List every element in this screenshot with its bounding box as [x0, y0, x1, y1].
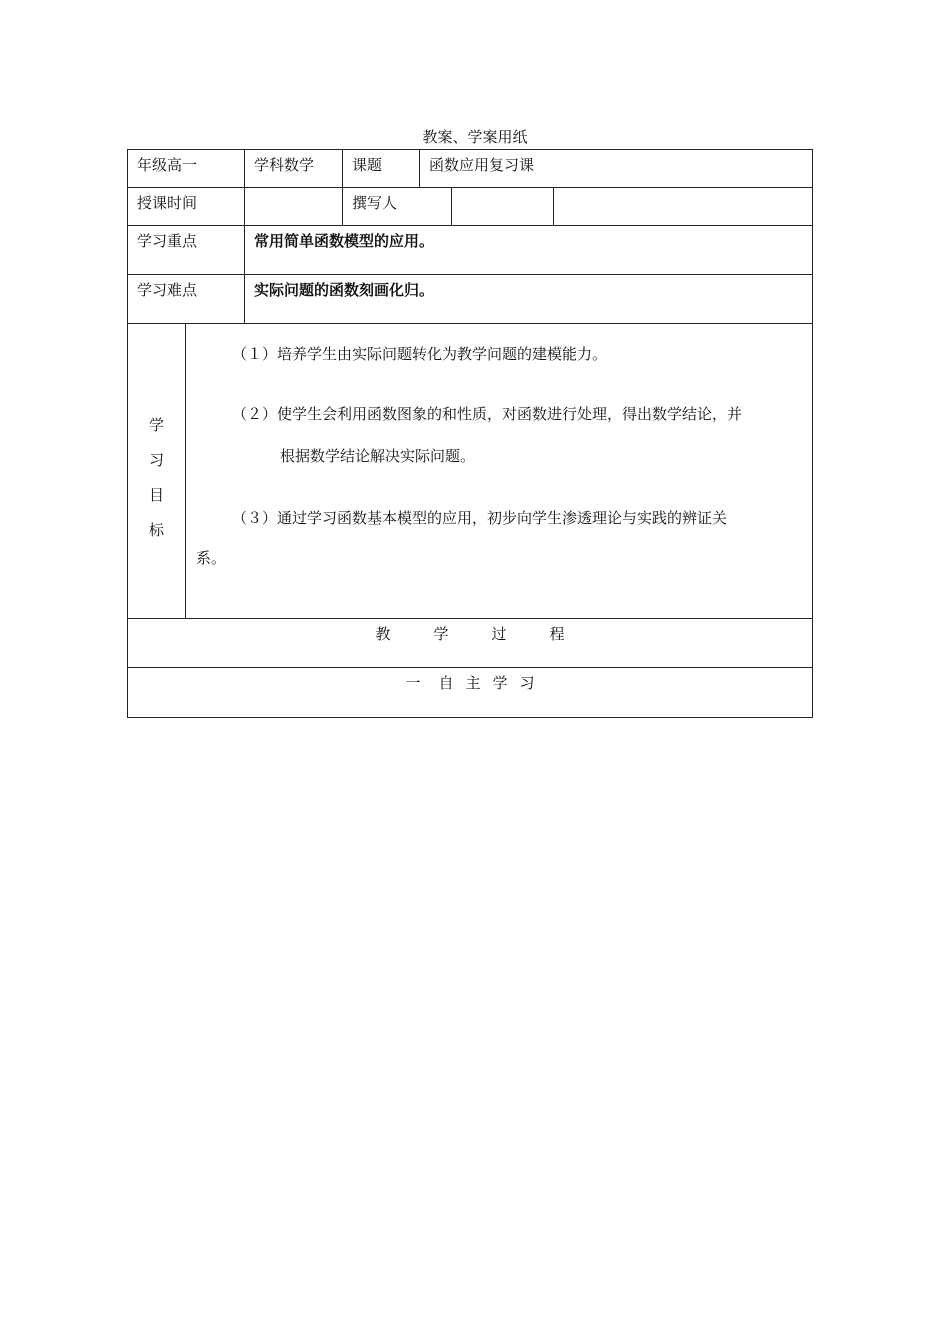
objectives-label-char: 目	[148, 486, 164, 504]
difficulty-label-cell	[128, 275, 245, 324]
grade-cell	[128, 150, 245, 188]
section-heading-char: 自	[438, 674, 454, 692]
objectives-label	[128, 408, 185, 548]
objective-2-line-2: 根据数学结论解决实际问题。	[280, 447, 476, 465]
process-heading	[128, 619, 812, 644]
row-basic-info	[128, 150, 813, 188]
difficulty-label: 学习难点	[137, 281, 198, 299]
row-time-author	[128, 188, 813, 226]
section-heading-char: 主	[465, 674, 481, 692]
key-point-value: 常用简单函数模型的应用。	[254, 232, 435, 250]
author-value-cell	[452, 188, 554, 226]
key-point-label-cell	[128, 226, 245, 275]
subject-cell	[245, 150, 343, 188]
time-label: 授课时间	[137, 194, 198, 212]
section-heading-cell	[128, 668, 813, 718]
objective-1: （１）培养学生由实际问题转化为教学问题的建模能力。	[232, 345, 608, 363]
topic-value-cell	[420, 150, 813, 188]
objectives-label-char: 习	[148, 451, 164, 469]
process-heading-cell	[128, 619, 813, 668]
section-heading-char: 一	[405, 674, 421, 692]
objectives-label-char: 学	[148, 416, 164, 434]
difficulty-value: 实际问题的函数刻画化归。	[254, 281, 435, 299]
objectives-label-char: 标	[148, 521, 164, 539]
process-heading-char: 过	[491, 625, 507, 643]
objectives-content-cell	[186, 324, 813, 619]
process-heading-char: 学	[433, 625, 449, 643]
row-section-heading	[128, 668, 813, 718]
row-difficulty	[128, 275, 813, 324]
grade-text: 年级高一	[137, 156, 198, 174]
row-objectives	[128, 324, 813, 619]
key-point-value-cell	[245, 226, 813, 275]
topic-label: 课题	[352, 156, 383, 174]
section-heading-char: 学	[492, 674, 508, 692]
row-process-heading	[128, 619, 813, 668]
subject-text: 学科数学	[254, 156, 315, 174]
difficulty-value-cell	[245, 275, 813, 324]
time-label-cell	[128, 188, 245, 226]
process-heading-char: 教	[375, 625, 391, 643]
topic-label-cell	[343, 150, 420, 188]
objective-2-line-1: （２）使学生会利用函数图象的和性质，对函数进行处理，得出数学结论，并	[232, 405, 743, 423]
section-heading-char: 习	[519, 674, 535, 692]
time-value-cell	[245, 188, 343, 226]
key-point-label: 学习重点	[137, 232, 198, 250]
row-key-point	[128, 226, 813, 275]
topic-value: 函数应用复习课	[429, 156, 535, 174]
objectives-label-cell	[128, 324, 186, 619]
blank-cell	[554, 188, 813, 226]
author-label: 撰写人	[352, 194, 398, 212]
lesson-plan-table	[127, 149, 813, 718]
author-label-cell	[343, 188, 452, 226]
process-heading-char: 程	[549, 625, 565, 643]
objective-3-line-1: （３）通过学习函数基本模型的应用，初步向学生渗透理论与实践的辨证关	[232, 509, 728, 527]
document-title: 教案、学案用纸	[422, 128, 528, 146]
section-heading	[128, 668, 812, 693]
objective-3-line-2: 系。	[196, 549, 227, 567]
